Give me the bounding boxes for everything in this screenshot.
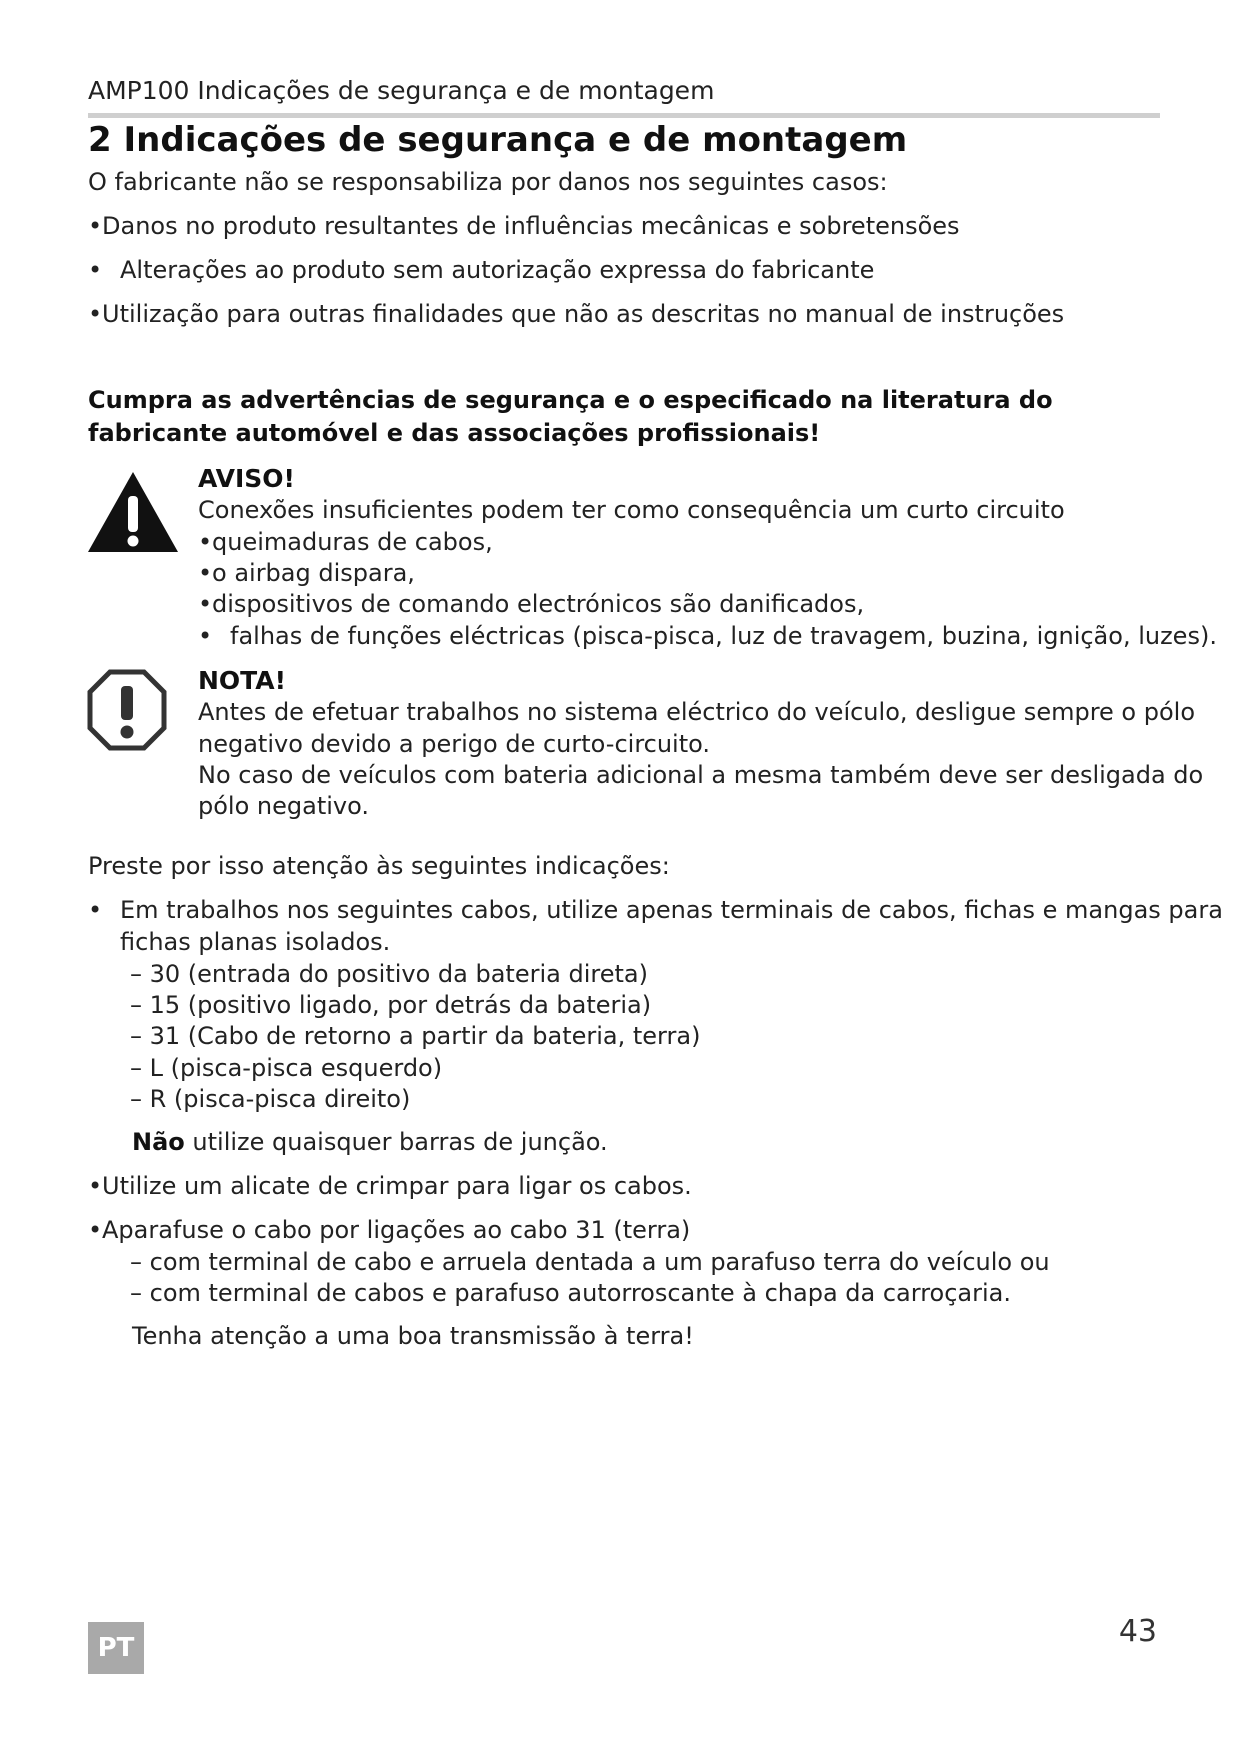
cable-item: – 30 (entrada do positivo da bateria direta) bbox=[130, 960, 648, 988]
running-header: AMP100 Indicações de segurança e de montagem bbox=[88, 76, 715, 105]
cable-item: – 15 (positivo ligado, por detrás da bateria) bbox=[130, 991, 652, 1019]
note-line: pólo negativo. bbox=[198, 792, 369, 820]
page-number: 43 bbox=[1118, 1614, 1157, 1649]
instructions-intro: Preste por isso atenção às seguintes indicações: bbox=[88, 852, 670, 880]
list-item: •Utilize um alicate de crimpar para ligar os cabos. bbox=[88, 1172, 692, 1200]
list-item: •Aparafuse o cabo por ligações ao cabo 31 (terra) bbox=[88, 1216, 691, 1244]
note-line: negativo devido a perigo de curto-circuito. bbox=[198, 730, 711, 758]
ground-item: – com terminal de cabo e arruela dentada a um parafuso terra do veículo ou bbox=[130, 1248, 1050, 1276]
note-line: Antes de efetuar trabalhos no sistema eléctrico do veículo, desligue sempre o pólo bbox=[198, 698, 1196, 726]
ground-note: Tenha atenção a uma boa transmissão à terra! bbox=[132, 1322, 694, 1350]
warning-title: AVISO! bbox=[198, 464, 295, 493]
note-line: No caso de veículos com bateria adicional a mesma também deve ser desligada do bbox=[198, 761, 1204, 789]
list-item: •queimaduras de cabos, bbox=[198, 528, 493, 556]
liability-intro: O fabricante não se responsabiliza por danos nos seguintes casos: bbox=[88, 168, 888, 196]
note-title: NOTA! bbox=[198, 666, 287, 695]
ground-item: – com terminal de cabos e parafuso autorroscante à chapa da carroçaria. bbox=[130, 1279, 1012, 1307]
safety-compliance-notice: Cumpra as advertências de segurança e o especificado na literatura do fabricante automóvel e das associações profissionais! bbox=[88, 386, 1053, 447]
list-item: •o airbag dispara, bbox=[198, 559, 415, 587]
list-item: • Em trabalhos nos seguintes cabos, utilize apenas terminais de cabos, fichas e mangas para bbox=[88, 896, 1223, 924]
cable-item: – R (pisca-pisca direito) bbox=[130, 1085, 411, 1113]
no-junction-bars-note: Não utilize quaisquer barras de junção. bbox=[132, 1128, 608, 1156]
section-title: 2 Indicações de segurança e de montagem bbox=[88, 120, 908, 160]
list-item: •Danos no produto resultantes de influências mecânicas e sobretensões bbox=[88, 212, 960, 240]
list-item: •dispositivos de comando electrónicos são danificados, bbox=[198, 590, 865, 618]
language-tab: PT bbox=[88, 1622, 144, 1674]
cable-item: – L (pisca-pisca esquerdo) bbox=[130, 1054, 443, 1082]
list-item: •Utilização para outras finalidades que não as descritas no manual de instruções bbox=[88, 300, 1065, 328]
list-item-continuation: fichas planas isolados. bbox=[120, 928, 391, 956]
exclamation-octagon-icon bbox=[86, 668, 168, 752]
warning-intro: Conexões insuficientes podem ter como consequência um curto circuito bbox=[198, 496, 1065, 524]
list-item: • falhas de funções eléctricas (pisca-pisca, luz de travagem, buzina, ignição, luzes). bbox=[198, 622, 1217, 650]
cable-item: – 31 (Cabo de retorno a partir da bateria, terra) bbox=[130, 1022, 701, 1050]
header-rule bbox=[88, 113, 1160, 118]
list-item: • Alterações ao produto sem autorização expressa do fabricante bbox=[88, 256, 875, 284]
warning-triangle-icon bbox=[86, 470, 180, 554]
